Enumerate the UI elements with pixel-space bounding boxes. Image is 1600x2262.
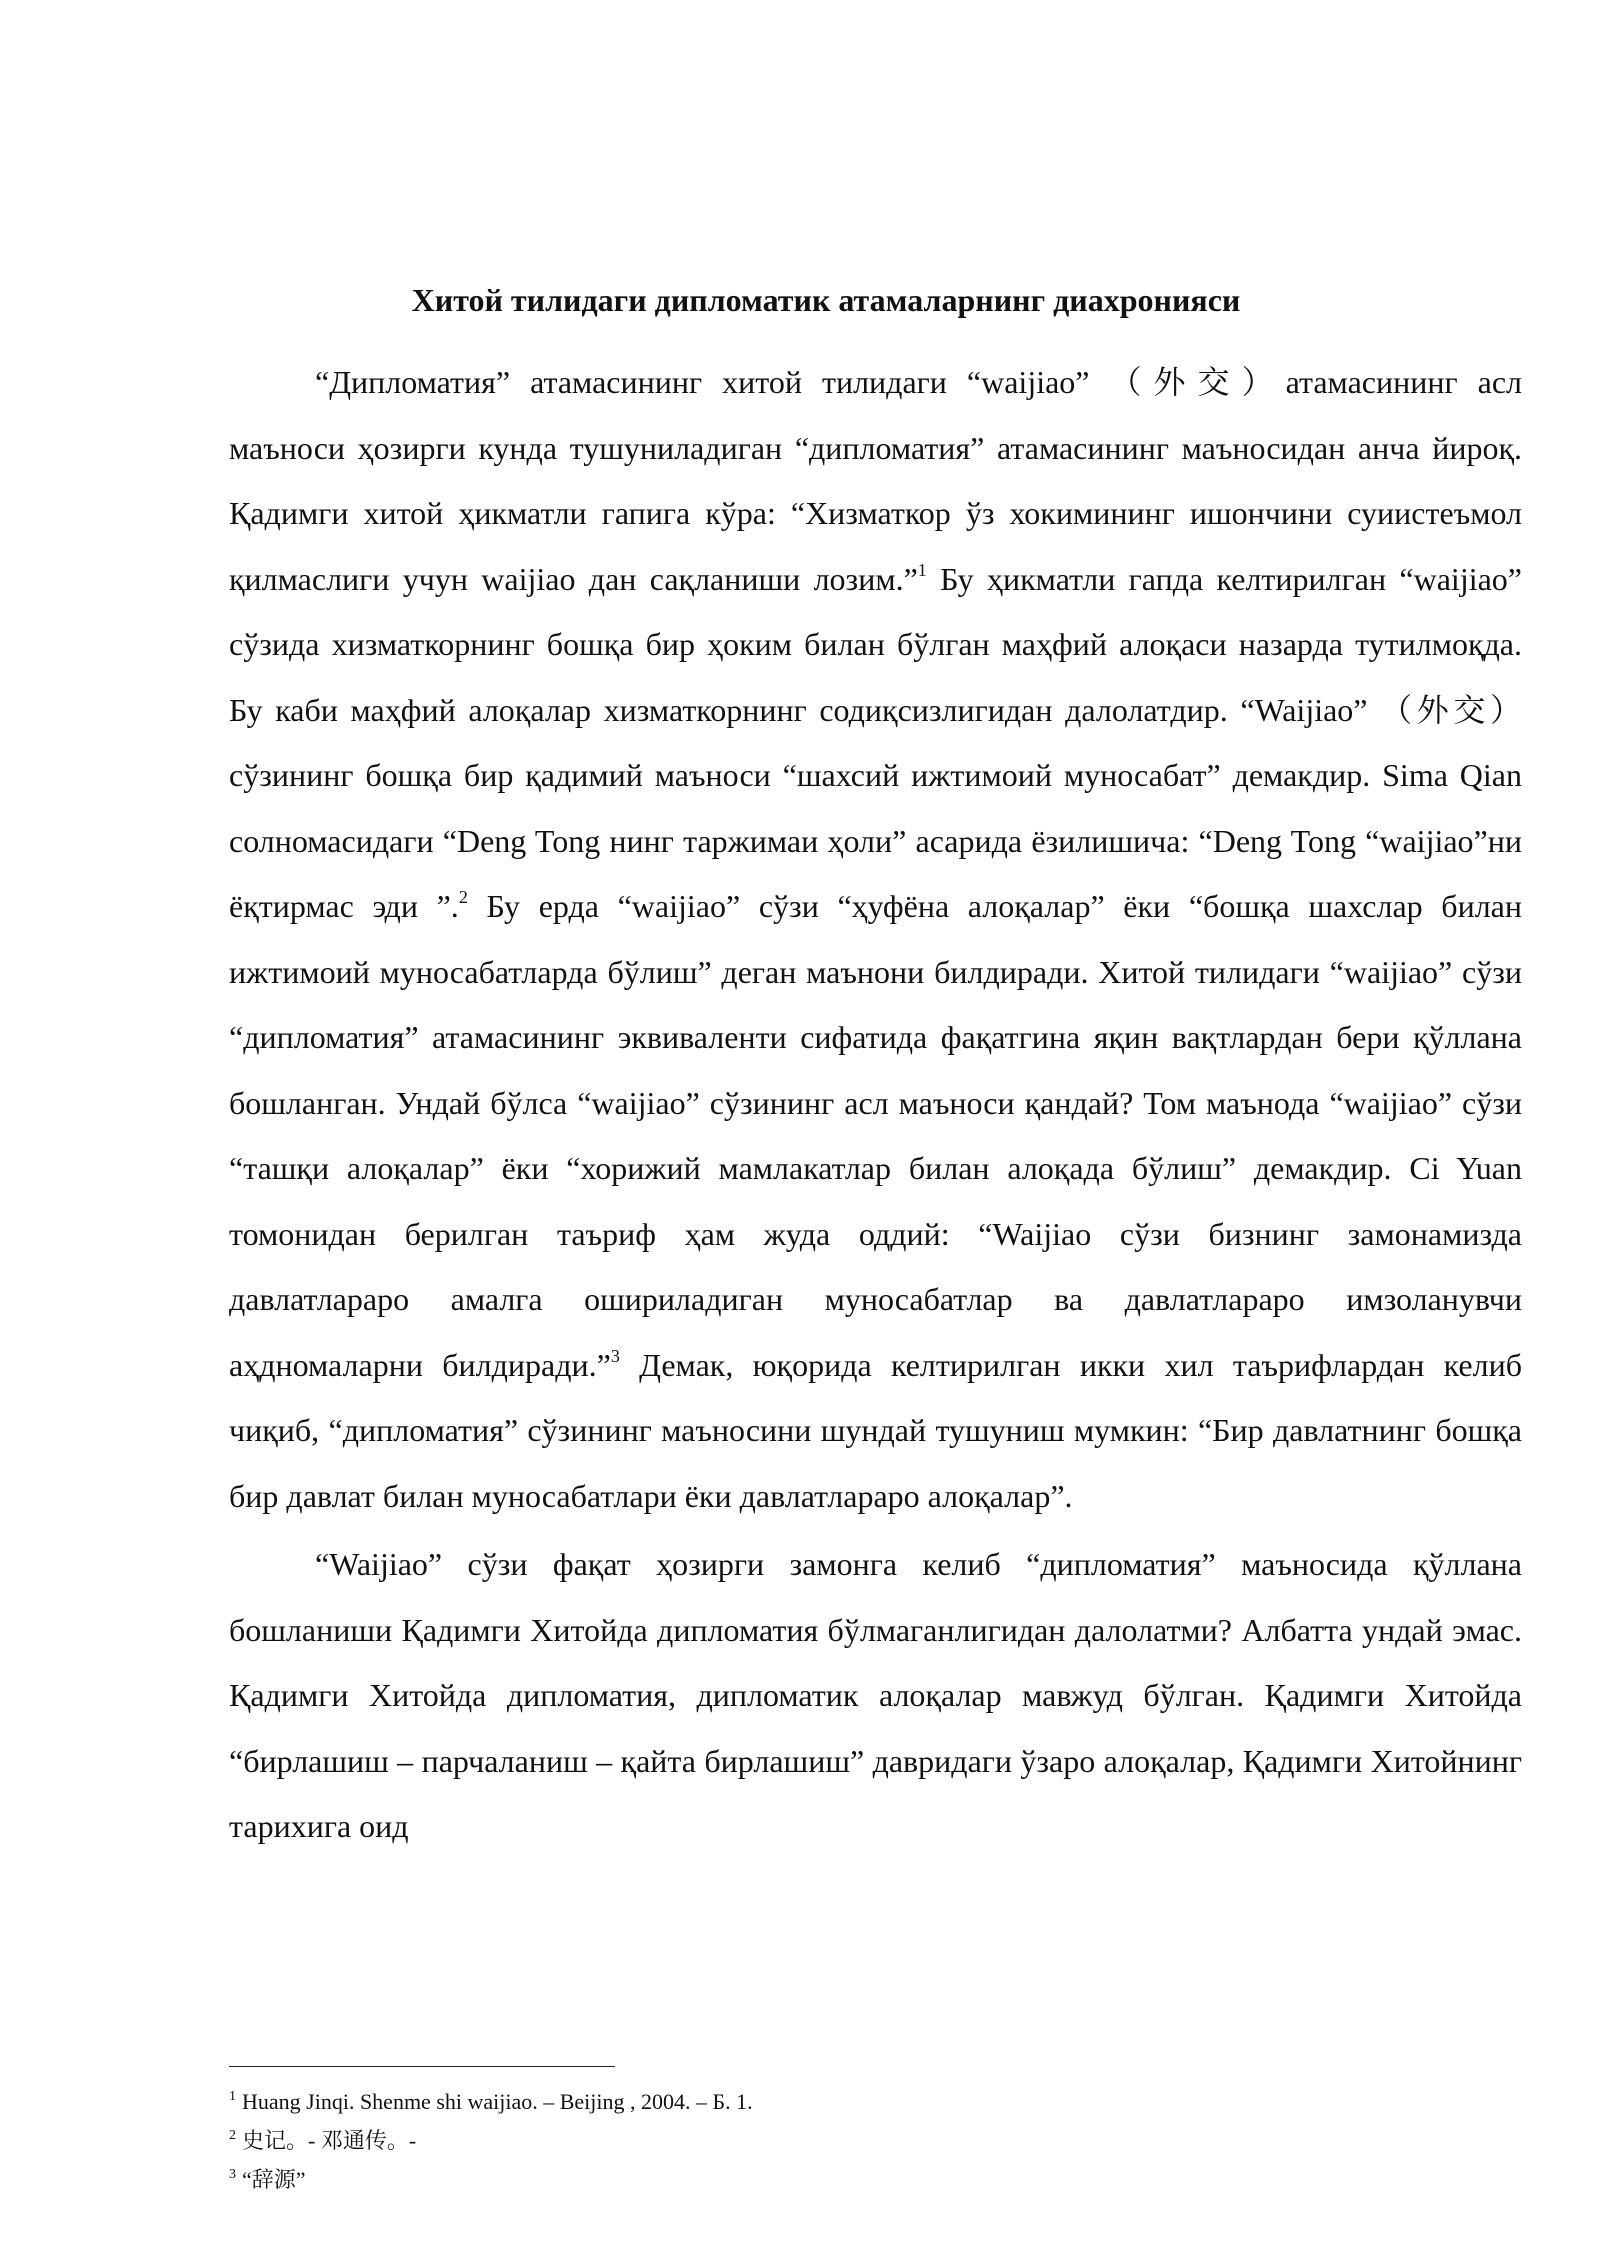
footnote-text: 史记。- 邓通传。-: [242, 2128, 417, 2153]
footnotes: [229, 2080, 1529, 2197]
paragraph-text: Бу ерда “waijiao” сўзи “ҳуфёна алоқалар” ёки “бошқа шахслар билан ижтимоий муносабатларда бўлиш” деган маънони билдиради. Хитой тилидаги “waijiao” сўзи “дипломатия” атамасининг эквиваленти сифатида фақатгина яқин вақтлардан бери қўллана бошланган. Ундай бўлса “waijiao” сўзининг асл маъноси қандай? Том маънода “waijiao” сўзи “ташқи алоқалар” ёки “хорижий мамлакатлар билан алоқада бўлиш” демакдир. Ci Yuan томонидан берилган таъриф ҳам жуда оддий: “Waijiao сўзи бизнинг замонамизда давлатлараро амалга ошириладиган муносабатлар ва давлатлараро имзоланувчи аҳдномаларни билдиради.”: [229, 888, 1523, 1383]
paragraph-text: “Waijiao” сўзи фақат ҳозирги замонга келиб “дипломатия” маъносида қўллана бошланиши Қадимги Хитойда дипломатия бўлмаганлигидан далолатми? Албатта ундай эмас. Қадимги Хитойда дипломатия, дипломатик алоқалар мавжуд бўлган. Қадимги Хитойда “бирлашиш – парчаланиш – қайта бирлашиш” давридаги ўзаро алоқалар, Қадимги Хитойнинг тарихига оид: [229, 1546, 1522, 1844]
paragraph-1: [229, 350, 1522, 1529]
footnote-text: Huang Jinqi. Shenme shi waijiao. – Beijing , 2004. – Б. 1.: [242, 2089, 753, 2114]
footnote-2: [229, 2119, 1529, 2158]
footnote-ref-3[interactable]: 3: [610, 1345, 620, 1366]
footnote-3: [229, 2158, 1529, 2197]
footnote-text: “辞源”: [242, 2167, 306, 2192]
footnote-mark: 1: [229, 2089, 236, 2104]
page-title: Хитой тилидаги дипломатик атамаларнинг диахронияси: [411, 282, 1241, 318]
footnote-ref-1[interactable]: 1: [917, 559, 927, 580]
footnote-separator: [229, 2066, 615, 2067]
footnote-1: [229, 2080, 1529, 2119]
paragraph-2: [229, 1532, 1522, 1860]
body-text: [229, 350, 1522, 1860]
footnote-ref-2[interactable]: 2: [458, 887, 468, 907]
footnote-mark: 3: [229, 2167, 236, 2182]
paragraph-text: Демак, юқорида келтирилган икки хил таърифлардан келиб чиқиб, “дипломатия” сўзининг маъносини шундай тушуниш мумкин: “Бир давлатнинг бошқа бир давлат билан муносабатлари ёки давлатлараро алоқалар”.: [229, 1346, 1523, 1514]
footnote-mark: 2: [229, 2128, 236, 2143]
paragraph-text: Бу ҳикматли гапда келтирилган “waijiao” сўзида хизматкорнинг бошқа бир ҳоким билан бўлган маҳфий алоқаси назарда тутилмоқда. Бу каби маҳфий алоқалар хизматкорнинг содиқсизлигидан далолатдир. “Waijiao” （外交） сўзининг бошқа бир қадимий маъноси “шахсий ижтимоий муносабат” демакдир. Sima Qian солномасидаги “Deng Tong нинг таржимаи ҳоли” асарида ёзилишича: “Deng Tong “waijiao”ни ёқтирмас эди ”.: [229, 560, 1522, 924]
paragraph-text: “Дипломатия” атамасининг хитой тилидаги “waijiao” （外交）атамасининг асл маъноси ҳозирги кунда тушуниладиган “дипломатия” атамасининг маъносидан анча йироқ. Қадимги хитой ҳикматли гапига кўра: “Хизматкор ўз хокимининг ишончини суиистеъмол қилмаслиги учун waijiao дан сақланиши лозим.”: [229, 364, 1522, 597]
